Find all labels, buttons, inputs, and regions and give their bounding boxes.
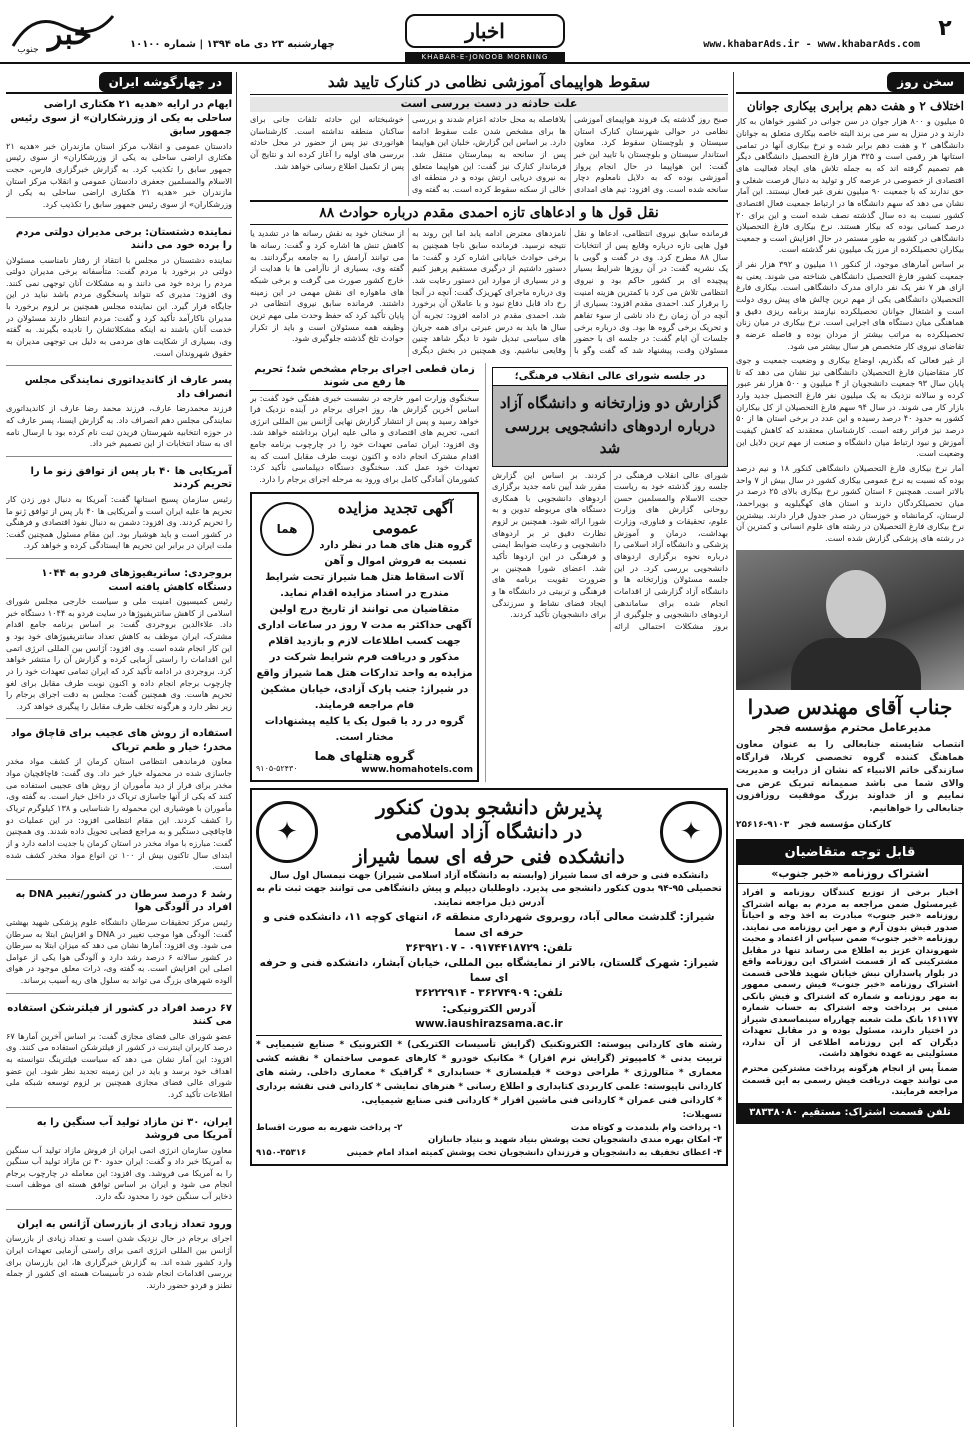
brief-body: معاون سازمان انرژی اتمی ایران از فروش مازاد تولید آب سنگین به آمریکا خبر داد و گفت: ایران حدود ۳۰ تن مازاد تولید آب سنگین را به آمریکا می فروشد. وی افزود: این معامله در چارچوب برجام انجام می شود و ایران بر اساس توافق هسته ای موظف است ذخایر آب سنگین خود را محدود نگه دارد. xyxy=(6,1144,232,1202)
newspaper-logo xyxy=(8,6,118,56)
subscription-title: قابل توجه متقاضیان xyxy=(738,841,962,865)
jcpoa-title[interactable]: زمان قطعی اجرای برجام مشخص شد؛ تحریم ها رفع می شوند xyxy=(250,363,479,391)
lead-headline[interactable]: سقوط هواپیمای آموزشی نظامی در کنارک تایید شد xyxy=(250,72,728,95)
column-divider xyxy=(236,72,237,1427)
brief-body: رئیس مرکز تحقیقات سرطان دانشگاه علوم پزشکی شهید بهشتی گفت: آلودگی هوا موجب تغییر در DNA و افزایش ابتلا به سرطان می شود. وی افزود: آمارها نشان می دهد که میزان ابتلا به سرطان در کشور سالانه ۶ درصد رشد دارد و آلودگی هوا یکی از عوامل اصلی این افزایش است. به گفته وی، ذرات معلق موجود در هوای آلوده شهرهای بزرگ می تواند به سلول های ریه آسیب برساند. xyxy=(6,916,232,986)
page-number: ۲ xyxy=(938,16,952,41)
university-fields: رشته های کاردانی پیوسته: الکتروتکنیک (گرایش تأسیسات الکتریکی) * الکترونیک * صنایع شیمیایی * تربیت بدنی * کامپیوتر (گرایش نرم افزار) * مکانیک خودرو * کارهای عمومی ساختمان * نقشه کشی معماری * متالورژی * طراحی دوخت * فیلمسازی * حسابداری * گرافیک * معماری داخلی. رشته های کاردانی ناپیوسته: علمی کاربردی کتابداری و اطلاع رسانی * هنرهای نمایشی * کاردانی فنی نقشه برداری * کاردانی فنی عمران * کاردانی فنی ماشین افزار * کاردانی فنی صنایع شیمیایی. xyxy=(256,1035,722,1109)
notes-row xyxy=(256,1147,722,1160)
brief-title[interactable]: ایران، ۳۰ تن مازاد تولید آب سنگین را به آمریکا می فروشد xyxy=(36,1116,232,1142)
divider xyxy=(6,365,232,366)
note-item: ۲- پرداخت شهریه به صورت اقساط xyxy=(256,1122,403,1133)
divider xyxy=(6,1209,232,1210)
logo-mark-icon xyxy=(8,6,118,56)
brief-title[interactable]: بروجردی: ساتریفیوژهای فردو به ۱۰۴۴ دستگاه کاهش یافته است xyxy=(41,568,232,593)
note-item: ۴- اعطای تخفیف به دانشجویان و فرزندان دانشجویان تحت پوشش کمیته امداد امام خمینی xyxy=(346,1148,722,1159)
column-divider xyxy=(733,72,734,1427)
section-title: اخبار xyxy=(405,14,565,48)
divider xyxy=(6,456,232,457)
column-header xyxy=(6,72,232,94)
portrait-body xyxy=(791,638,921,690)
right-column xyxy=(736,72,964,1427)
congrat-body: انتصاب شایسته جنابعالی را به عنوان معاون هماهنگ کننده گروه تخصصی کربلا، قرارگاه سازندگی خاتم الانبیاء که نشان از درایت و مدیریت والای شما می باشد صمیمانه تبریک عرض می نماییم و از خداوند بزرگ موفقیت روزافزون جنابعالی را خواهانیم. xyxy=(736,740,964,815)
hotel-ad-title: آگهی تجدید مزایده عمومی xyxy=(337,498,454,537)
subscription-phone[interactable]: تلفن قسمت اشتراک: مستقیم ۳۸۳۳۸۰۸۰ xyxy=(738,1103,962,1123)
council-story xyxy=(492,363,728,783)
section-subtitle: KHABAR-E-JONOOB MORNING NEWSPAPER xyxy=(405,52,565,63)
news-brief xyxy=(6,888,232,987)
divider xyxy=(6,718,232,719)
divider xyxy=(6,993,232,994)
university-ad xyxy=(250,788,728,1165)
news-brief xyxy=(6,226,232,360)
divider xyxy=(6,558,232,559)
university-address: شیراز: شهرک گلستان، بالاتر از نمایشگاه بین المللی، خیابان آبشار، دانشکده فنی و حرفه ای سما xyxy=(259,957,719,985)
homa-hotel-ad xyxy=(250,492,479,783)
notes-row xyxy=(256,1122,722,1135)
divider xyxy=(6,1107,232,1108)
university-phone[interactable]: تلفن: ۰۹۱۷۴۴۱۸۷۲۹ - ۳۶۳۹۲۱۰۷ xyxy=(405,941,573,954)
congrat-role: مدیرعامل محترم مؤسسه فجر xyxy=(768,721,932,735)
hotel-ad-url[interactable]: www.homahotels.com xyxy=(361,765,473,776)
site-url[interactable]: www.khabarAds.ir - www.khabarAds.com xyxy=(703,39,920,50)
editorial-body: ۵ میلیون و ۸۰۰ هزار جوان در سن جوانی در کشور خواهان به کار دارند و در منزل به سر می برند البته خاصه بیکاری متعلق به جوانان دانشگاهی ۲ و هفت دهم برابر شده و نرخ بیکاری آنها در تمامی استانها هر رقمی است و ۳۲۵ هزار فارغ التحصیل دانشگاهی دیگر هم تصمیم گرفته اند که به جمله تلاش های ایجاد فعالیت های اقتصادی از خصوصی در عرصه کار و تولید به دنبال فرصت شغلی و حق ندارند که با جمعیت ۹۰ میلیون نفری غیر فعال نیستند. این آمار نشان می دهد که سهم دانشگاه ها در ارتباط جمعیت فعال اقتصادی کشور نسبت به ده سال گذشته نصف شده است و این برای ۲۰ درصد کسانی بوده که بیکار هستند. نرخ بیکاری فارغ التحصیلان دانشگاهی در کشور به طور مستمر در حال افزایش است و جمعیت بیکاران تحصیلکرده از مرز یک میلیون نفر گذشته است. xyxy=(736,116,964,255)
brief-body: فرزند محمدرضا عارف، فرزند محمد رضا عارف از کاندیداتوری نمایندگی مجلس دهم انصراف داد. به گزارش ایسنا، پسر عارف که در حوزه انتخابیه شهرستان فریدن ثبت نام کرده بود با ارسال نامه ای به ستاد انتخابات از این تصمیم خبر داد. xyxy=(6,403,232,449)
news-brief xyxy=(6,374,232,450)
hotel-ad-sign: گروه هتلهای هما xyxy=(314,749,415,764)
news-brief xyxy=(6,98,232,210)
university-ad-title: پذیرش دانشجو بدون کنکور xyxy=(375,795,603,820)
ad-code: ۹۱۰۵-۵۲۴۳۰ xyxy=(256,764,298,774)
congrat-name: جناب آقای مهندس صدرا xyxy=(747,695,953,720)
university-ad-intro: دانشکده فنی و حرفه ای سما شیراز (وابسته به دانشگاه آزاد اسلامی شیراز) جهت نیمسال اول سال تحصیلی ۹۵-۹۴ بدون کنکور دانشجو می پذیرد. داوطلبان دیپلم و پیش دانشگاهی می توانند جهت ثبت نام به آدرس ذیل مراجعه نمایند. xyxy=(256,870,722,908)
logo-subtext: جنوب xyxy=(17,45,39,55)
subscription-notice xyxy=(736,839,964,1124)
council-body: شورای عالی انقلاب فرهنگی در جلسه روز گذشته خود به ریاست حجت الاسلام والمسلمین حسن روحانی گزارش های وزارت علوم، تحقیقات و فناوری، وزارت بهداشت، درمان و آموزش پزشکی و دانشگاه آزاد اسلامی را درباره نحوه برگزاری اردوهای دانشجویی بررسی کرد. در این جلسه مسئولان وزارتخانه ها و دانشگاه آزاد گزارشی از اقدامات انجام شده برای ساماندهی اردوهای دانشجویی و جلوگیری از بروز مشکلات احتمالی ارائه کردند. بر اساس این گزارش مقرر شد آیین نامه جدید برگزاری اردوهای دانشجویی با همکاری دستگاه های مربوطه تدوین و به شورا ارائه شود. همچنین بر لزوم نظارت دقیق تر بر اردوهای دانشجویی و رعایت ضوابط ایمنی و فرهنگی در این اردوها تأکید شد. اعضای شورا همچنین بر ضرورت تقویت برنامه های فرهنگی و تربیتی در دانشگاه ها و ایجاد فضای نشاط و سرزندگی برای دانشجویان تأکید کردند. xyxy=(492,469,728,631)
mid-lower-row xyxy=(250,363,728,783)
jcpoa-body: سخنگوی وزارت امور خارجه در نشست خبری هفتگی خود گفت: بر اساس آخرین گزارش ها، روز اجرای برجام در آینده نزدیک فرا خواهد رسید و پس از انتشار گزارش نهایی آژانس بین المللی انرژی اتمی، تحریم های اقتصادی و مالی علیه ایران برداشته خواهد شد. وی افزود: ایران تمامی تعهدات خود را در چارچوب برنامه جامع اقدام مشترک انجام داده و اکنون نوبت طرف مقابل است که به تعهدات خود عمل کند. سخنگوی دستگاه دیپلماسی تأکید کرد: کشورمان آمادگی کامل برای ورود به مرحله اجرای برجام را دارد. xyxy=(250,392,479,484)
editorial-headline[interactable]: اختلاف ۲ و هفت دهم برابری بیکاری جوانان xyxy=(746,99,964,114)
middle-column xyxy=(250,72,728,1427)
news-briefs xyxy=(6,98,232,1291)
ad-code: ۹۱۰۳-۲۵۶۱۶ xyxy=(736,819,790,830)
news-brief xyxy=(6,465,232,552)
news-brief xyxy=(6,1218,232,1292)
editorial-body: آمار نرخ بیکاری فارغ التحصیلان دانشگاهی کنکور ۱۸ و نیم درصد بوده که نسبت به نرخ عمومی بیکاری کشور در سال بیش از ۷ واحد بالاتر است. همچنین ۶ استان کشور نرخ بیکاری بالای ۲۵ درصد در میان تحصیلکردگان دارند و استان های کهگیلویه و بویراحمد، لرستان، کرمانشاه و خوزستان در صدر جدول قرار دارند. بیشترین نرخ بیکاری فارغ التحصیلان در رشته های علوم انسانی و کمترین آن در رشته های پزشکی گزارش شده است. xyxy=(736,462,964,543)
university-ad-title: دانشکده فنی حرفه ای سما شیراز xyxy=(353,846,625,869)
editorial-body: از غیر فعالی که بگذریم، اوضاع بیکاری و وضعیت جمعیت و جوی کار متقاضیان فارغ التحصیلان دانشگاهی نیز نشان می دهد که تا پایان سال ۹۳ جمعیت دانشجویان از ۴ میلیون و ۵۰۰ هزار نفر عبور کرده و سالانه نزدیک به یک میلیون نفر فارغ التحصیل جدید وارد بازار کار می شوند. در سال ۹۴ سهم فارغ التحصیلان از کل بیکاران کشور به حدود ۴۰ درصد رسیده و این عدد در برخی استان ها از ۵۰ درصد نیز فراتر رفته است. کارشناسان معتقدند که کاهش کیفیت آموزش و نبود ارتباط میان دانشگاه و صنعت از مهم ترین دلایل این وضعیت است. xyxy=(736,355,964,459)
subscription-subtitle: اشتراک روزنامه «خبر جنوب» xyxy=(738,865,962,885)
congrat-sign-text: کارکنان مؤسسه فجر xyxy=(798,819,892,830)
hotel-ad-body: گروه هتل های هما در نظر دارد نسبت به فروش اموال و آهن آلات اسقاط هتل هما شیراز تحت شرایط مندرج در اسناد مزایده اقدام نماید. متقاضیان می توانند از تاریخ درج اولین آگهی حداکثر به مدت ۷ روز در ساعات اداری جهت کسب اطلاعات لازم و بازدید اقلام مذکور و دریافت فرم شرایط شرکت در مزایده به واحد تدارکات هتل هما شیراز واقع در شیراز: جنب پارک آزادی، خیابان مشکین فام مراجعه فرمایند. xyxy=(256,540,473,712)
second-body: فرمانده سابق نیروی انتظامی، ادعاها و نقل قول هایی تازه درباره وقایع پس از انتخابات سال ۸۸ مطرح کرد. وی در گفت و گویی با یک نشریه گفت: در آن روزها شرایط بسیار پیچیده ای بر کشور حاکم بود و نیروی انتظامی تلاش می کرد با کمترین هزینه امنیت را برقرار کند. احمدی مقدم افزود: بسیاری از آنچه در آن زمان رخ داد ناشی از سوء تفاهم و تحریک برخی گروه ها بود. وی درباره برخی جلسات آن ایام گفت: در جلسه ای با حضور مسئولان وقت، پیشنهاد شد که گفت وگو با نامزدهای معترض ادامه یابد اما این روند به نتیجه نرسید. فرمانده سابق ناجا همچنین به برخی حوادث خیابانی اشاره کرد و گفت: ما دستور داشتیم از درگیری مستقیم پرهیز کنیم و در بسیاری از موارد این دستور رعایت شد. وی درباره ماجرای کهریزک گفت: آنچه در آنجا رخ داد قابل دفاع نبود و با عاملان آن برخورد شد. احمدی مقدم در ادامه افزود: تجربه آن سال ها باید به درس عبرتی برای همه جریان های سیاسی تبدیل شود تا دیگر شاهد چنین وقایعی نباشیم. وی همچنین در بخش دیگری از سخنان خود به نقش رسانه ها در تشدید یا کاهش تنش ها اشاره کرد و گفت: رسانه ها می توانند آرامش را به جامعه برگردانند. به گفته وی، بسیاری از ناآرامی ها با هدایت از خارج کشور صورت می گرفت و برخی شبکه های ماهواره ای نقش مهمی در این زمینه داشتند. فرمانده سابق نیروی انتظامی در پایان تأکید کرد که حفظ وحدت ملی مهم ترین وظیفه همه مسئولان است و باید از تکرار حوادث تلخ گذشته جلوگیری شود. xyxy=(250,228,728,355)
brief-title[interactable]: آمریکایی ها ۴۰ بار پس از توافق زنو ما را تحریم کردند xyxy=(30,465,232,491)
university-ad-header xyxy=(256,794,722,869)
university-address: شیراز: گلدشت معالی آباد، روبروی شهرداری منطقه ۶، انتهای کوچه ۱۱، دانشکده فنی و حرفه ای سما xyxy=(263,911,715,939)
brief-body: دادستان عمومی و انقلاب مرکز استان مازندران خبر «هدیه ۲۱ هکتاری اراضی ساحلی به یکی از وزرشکاران» از سوی رئیس جمهور سابق را تکذیب کرد. به گزارش خبرگزاری فارس، حجت الاسلام والمسلمین جعفری دادستان عمومی و انقلاب مرکز استان مازندران خبر «هدیه ۲۱ هکتاری اراضی ساحلی به یکی از وزرشکاران» از سوی رئیس جمهور سابق را تکذیب کرد. xyxy=(6,140,232,209)
university-web-label: آدرس الکترونیکی: xyxy=(442,1002,536,1015)
university-web[interactable]: www.iaushirazsama.ac.ir xyxy=(415,1017,563,1030)
university-phone[interactable]: تلفن: ۳۶۲۷۴۹۰۹ - ۳۶۲۲۲۹۱۴ xyxy=(415,987,563,1000)
ad-code: ۹۱۵۰-۳۵۳۱۶ xyxy=(256,1148,307,1159)
hotel-ad-note: گروه در رد یا قبول یک یا کلیه پیشنهادات مختار است. xyxy=(264,716,465,744)
left-column xyxy=(6,72,232,1427)
brief-body: معاون فرماندهی انتظامی استان کرمان از کشف مواد مخدر جاسازی شده در محموله خیار خبر داد. وی گفت: قاچاقچیان مواد مخدر برای فرار از دید مأموران از روش های عجیبی استفاده می کنند که یکی از آنها جاسازی تریاک در داخل خیار است. به گفته وی، مأموران با هوشیاری این محموله را شناسایی و ۱۳۸ کیلوگرم تریاک را کشف کردند. این مقام انتظامی افزود: در این عملیات دو قاچاقچی دستگیر و به مراجع قضایی تحویل داده شدند. وی همچنین گفت: مبارزه با مواد مخدر در استان کرمان با جدیت ادامه دارد و از ابتدای سال تاکنون بیش از ۱۰۰ تن انواع مواد مخدر کشف شده است. xyxy=(6,756,232,872)
university-notes xyxy=(256,1109,722,1160)
brief-title[interactable]: رشد ۶ درصد سرطان در کشور/تغییر DNA به افراد در آلودگی هوا xyxy=(15,888,232,914)
column-tag: سخن روز xyxy=(887,72,964,92)
brief-body: عضو شورای عالی فضای مجازی گفت: بر اساس آخرین آمارها ۶۷ درصد کاربران اینترنت در کشور از فیلترشکن استفاده می کنند. وی افزود: این آمار نشان می دهد که سیاست فیلترینگ نتوانسته به اهداف خود برسد و باید در این زمینه تجدید نظر شود. این عضو شورای عالی فضای مجازی همچنین بر لزوم توسعه شبکه ملی اطلاعات تأکید کرد. xyxy=(6,1030,232,1099)
council-title[interactable]: گزارش دو وزارتخانه و دانشگاه آزاد درباره اردوهای دانشجویی بررسی شد xyxy=(493,386,727,466)
university-ad-titles xyxy=(318,794,660,869)
brief-body: اجرای برجام در حال نزدیک شدن است و تعداد زیادی از بازرسان آژانس بین المللی انرژی اتمی برای راستی آزمایی تعهدات ایران وارد کشور شده اند. به گزارش خبرگزاری ها، این بازرسان برای بررسی اقدامات انجام شده در تأسیسات هسته ای کشور از جمله نطنز و فردو حضور دارند. xyxy=(6,1233,232,1290)
university-ad-title: در دانشگاه آزاد اسلامی xyxy=(395,821,583,844)
notes-title: تسهیلات: xyxy=(682,1109,722,1120)
brief-body: رئیس سازمان پسیج استانها گفت: آمریکا به دنبال دور زدن کار تحریم ها علیه ایران است و آمریکایی ها ۴۰ بار پس از توافق ژنو ما را تحریم کردند. وی افزود: دشمن به دنبال نفوذ اقتصادی و فرهنگی در کشور است و باید هوشیار بود. این مقام مسئول همچنین گفت: ملت ایران در برابر این تحریم ها ایستادگی کرده و خواهد کرد. xyxy=(6,493,232,551)
logo-text: خبر xyxy=(47,17,93,52)
lead-body: صبح روز گذشته یک فروند هواپیمای آموزشی نظامی در حوالی شهرستان کنارک استان سیستان و بلوچستان سقوط کرد. معاون استاندار سیستان و بلوچستان با تایید این خبر گفت: این هواپیما در حال انجام پرواز آموزشی بوده که به دلایل نامعلوم دچار سانحه شده است. وی افزود: تیم های امدادی بلافاصله به محل حادثه اعزام شدند و بررسی ها برای مشخص شدن علت سقوط ادامه دارد. بر اساس این گزارش، خلبان این هواپیما پس از سانحه به بیمارستان منتقل شد. فرماندار کنارک نیز گفت: این هواپیما متعلق به نیروی دریایی ارتش بوده و در منطقه ای خالی از سکنه سقوط کرده است. به گفته وی خوشبختانه این حادثه تلفات جانی برای ساکنان منطقه نداشته است. کارشناسان هوانوردی نیز پس از حضور در محل حادثه بررسی های اولیه را آغاز کرده اند و نتایج آن پس از تکمیل اطلاع رسانی خواهد شد. xyxy=(250,114,728,194)
column-tag: در چهارگوشه ایران xyxy=(99,72,232,92)
dateline: چهارشنبه ۲۳ دی ماه ۱۳۹۴ | شماره ۱۰۱۰۰ xyxy=(130,39,335,50)
hotel-ad-footer xyxy=(256,764,473,776)
divider xyxy=(6,879,232,880)
congrat-sign xyxy=(736,819,964,831)
masthead xyxy=(0,0,970,72)
subscription-note: ضمناً پس از انجام هرگونه پرداخت مشترکین محترم می توانند جهت دریافت فیش رسمی به این قسمت مراجعه فرمایند. xyxy=(742,1064,958,1098)
homa-logo-text: هما xyxy=(276,521,298,536)
divider xyxy=(6,217,232,218)
azad-university-emblem-icon: ✦ xyxy=(660,801,722,863)
brief-title[interactable]: ۶۷ درصد افراد در کشور از فیلترشکن استفاده می کنند xyxy=(7,1002,232,1028)
note-item: ۱- پرداخت وام بلندمدت و کوتاه مدت xyxy=(570,1122,722,1133)
news-brief xyxy=(6,567,232,712)
lead-subheadline: علت حادثه در دست بررسی است xyxy=(250,97,728,112)
editorial-body: بر اساس آمارهای موجود، از کنکور ۱۱ میلیون و ۳۹۲ هزار نفر از جمعیت کشور فارغ التحصیل دانشگاهی شناخته می شوند. یعنی به ازای هر ۷ نفر یک نفر دارای مدرک دانشگاهی است. بیکاری فارغ التحصیلان دانشگاهی یکی از مهم ترین چالش های پیش روی دولت است و اشتغال جوانان تحصیلکرده نیازمند برنامه ریزی دقیق و هماهنگی میان دستگاه های اجرایی است. نرخ بیکاری در میان زنان تحصیلکرده به مراتب بیشتر از مردان بوده و فاصله عرضه و تقاضای نیروی کار متخصص هر سال بیشتر می شود. xyxy=(736,259,964,351)
brief-body: نماینده دشتستان در مجلس با انتقاد از رفتار نامناسب مسئولان دولتی در برخورد با مردم گفت: متأسفانه برخی مدیران دولتی مردم را برده خود می دانند و به مشکلات آنان توجهی نمی کنند. وی افزود: مدیری که نتواند پاسخگوی مردم باشد نباید در این جایگاه قرار گیرد. این نماینده مجلس همچنین بر لزوم برخورد با مدیران ناکارآمد تأکید کرد و گفت: مردم انتظار دارند مسئولان در خدمت آنان باشند نه اینکه مشکلاتشان را نادیده بگیرند. به گفته وی، بسیاری از شکایت های مردمی به دلیل بی توجهی مدیران به حقوق شهروندان است. xyxy=(6,254,232,358)
council-label: در جلسه شورای عالی انقلاب فرهنگی؛ xyxy=(493,368,727,387)
brief-title[interactable]: نماینده دشتستان: برخی مدیران دولتی مردم را برده خود می دانند xyxy=(15,226,232,252)
brief-title[interactable]: پسر عارف از کاندیداتوری نمایندگی مجلس انصراف داد xyxy=(24,375,232,400)
second-headline[interactable]: نقل قول ها و ادعاهای تازه احمدی مقدم درباره حوادث ۸۸ xyxy=(250,200,728,226)
homa-logo-icon xyxy=(260,502,314,556)
brief-title[interactable]: ایهام در ارایه «هدیه ۲۱ هکتاری اراضی ساحلی به یکی از وزرشکاران» از سوی رئیس جمهور سابق xyxy=(10,99,232,138)
council-box xyxy=(492,367,728,467)
portrait-face xyxy=(826,570,886,640)
brief-title[interactable]: ورود تعداد زیادی از بازرسان آژانس به ایران xyxy=(16,1218,232,1230)
brief-body: رئیس کمیسیون امنیت ملی و سیاست خارجی مجلس شورای اسلامی از کاهش سانتریفیوژها در سایت فردو به ۱۰۴۴ دستگاه خبر داد. علاءالدین بروجردی گفت: بر اساس برنامه جامع اقدام مشترک، ایران موظف به کاهش تعداد سانتریفیوژهای خود بود و این کار انجام شده است. وی افزود: آژانس بین المللی انرژی اتمی این اقدامات را راستی آزمایی کرده و گزارش آن را منتشر خواهد کرد. بروجردی در ادامه تأکید کرد که ایران تمامی تعهدات خود را در چارچوب برجام انجام داده و اکنون نوبت طرف مقابل برای لغو تحریم هاست. وی همچنین گفت: مجلس به دقت اجرای برجام را زیر نظر دارد و هرگونه تخلف طرف مقابل را پیگیری خواهد کرد. xyxy=(6,596,232,711)
news-brief xyxy=(6,727,232,872)
note-item: ۳- امکان بهره مندی دانشجویان تحت پوشش بنیاد شهید و بنیاد جانبازان xyxy=(427,1135,722,1146)
jcpoa-story xyxy=(250,363,486,783)
news-brief xyxy=(6,1116,232,1203)
news-brief xyxy=(6,1002,232,1101)
portrait-photo xyxy=(736,550,964,690)
azad-university-emblem-icon: ✦ xyxy=(256,801,318,863)
subscription-body: اخبار برخی از توزیع کنندگان روزنامه و افراد غیرمسئول ضمن مراجعه به مردم به بهانه اشتراک روزنامه «خبر جنوب» مبادرت به اخذ وجه و احیاناً صدور فیش بدون آرم و مهر این روزنامه می نمایند. روزنامه «خبر جنوب» ضمن سپاس از اعتماد و محبت شهروندان عزیز به اطلاع می رساند تنها در مقابل مشترکینی که از قسمت اشتراک این روزنامه واقع در بلوار پاسداران نبش خیابان شهید فلاحی قسمت اشتراک روزنامه «خبر جنوب» فیش رسمی ممهور به مهر روزنامه و شماره که اشتراک و فیش بانکی مبنی بر پرداخت وجه اشتراک به حساب شماره ۱۶۱۱۷۷ بانک ملت شعبه چهارراه سینماسعدی شیراز در اختیار دارند، مسئول بوده و در مقابل تعهدات دیگران که این روزنامه اطلاعی از آن ندارد، مسئولیتی به عهده نخواهد داشت. xyxy=(742,888,958,1059)
brief-title[interactable]: استفاده از روش های عجیب برای قاچاق مواد مخدر؛ خیار و طعم ترياک xyxy=(10,728,232,753)
column-header xyxy=(736,72,964,94)
